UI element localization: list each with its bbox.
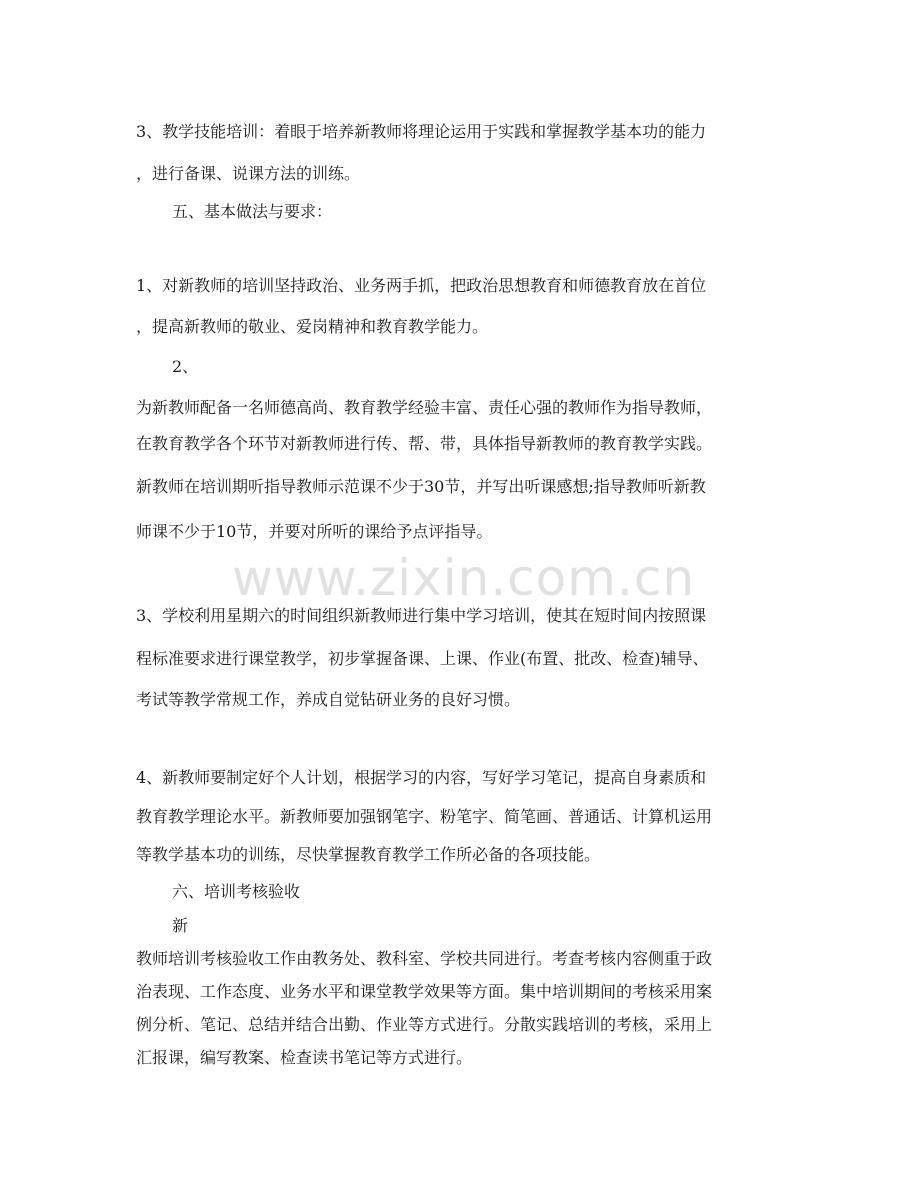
paragraph-line: 程标准要求进行课堂教学，初步掌握备课、上课、作业(布置、批改、检查)辅导、 [136, 649, 709, 668]
paragraph-line: 教育教学理论水平。新教师要加强钢笔字、粉笔字、简笔画、普通话、计算机运用 [136, 807, 713, 826]
paragraph-line: ，进行备课、说课方法的训练。 [136, 164, 361, 183]
paragraph-line: 汇报课，编写教案、检查读书笔记等方式进行。 [136, 1048, 473, 1067]
paragraph-line: 考试等教学常规工作，养成自觉钻研业务的良好习惯。 [136, 690, 521, 709]
paragraph-line: 3、教学技能培训：着眼于培养新教师将理论运用于实践和掌握教学基本功的能力 [136, 122, 707, 141]
paragraph-line: 3、学校利用星期六的时间组织新教师进行集中学习培训，使其在短时间内按照课 [136, 606, 707, 625]
section-heading: 六、培训考核验收 [172, 882, 301, 901]
list-number: 2、 [172, 357, 199, 376]
paragraph-line: 例分析、笔记、总结并结合出勤、作业等方式进行。分散实践培训的考核，采用上 [136, 1015, 713, 1034]
paragraph-line: 为新教师配备一名师德高尚、教育教学经验丰富、责任心强的教师作为指导教师， [136, 398, 713, 417]
paragraph-line: 新 [172, 916, 189, 935]
paragraph-line: 在教育教学各个环节对新教师进行传、帮、带，具体指导新教师的教育教学实践。 [136, 434, 713, 453]
paragraph-line: 师课不少于10节，并要对所听的课给予点评指导。 [136, 522, 493, 541]
watermark-text: www.zixin.com.cn [232, 549, 696, 607]
paragraph-line: 4、新教师要制定好个人计划，根据学习的内容，写好学习笔记，提高自身素质和 [136, 768, 707, 787]
paragraph-line: 教师培训考核验收工作由教务处、教科室、学校共同进行。考查考核内容侧重于政 [136, 949, 713, 968]
paragraph-line: 等教学基本功的训练，尽快掌握教育教学工作所必备的各项技能。 [136, 845, 601, 864]
paragraph-line: 治表现、工作态度、业务水平和课堂教学效果等方面。集中培训期间的考核采用案 [136, 982, 713, 1001]
paragraph-line: 新教师在培训期听指导教师示范课不少于30节，并写出听课感想;指导教师听新教 [136, 477, 706, 496]
section-heading: 五、基本做法与要求： [172, 202, 333, 221]
paragraph-line: 1、对新教师的培训坚持政治、业务两手抓，把政治思想教育和师德教育放在首位 [136, 276, 707, 295]
paragraph-line: ，提高新教师的敬业、爱岗精神和教育教学能力。 [136, 317, 489, 336]
